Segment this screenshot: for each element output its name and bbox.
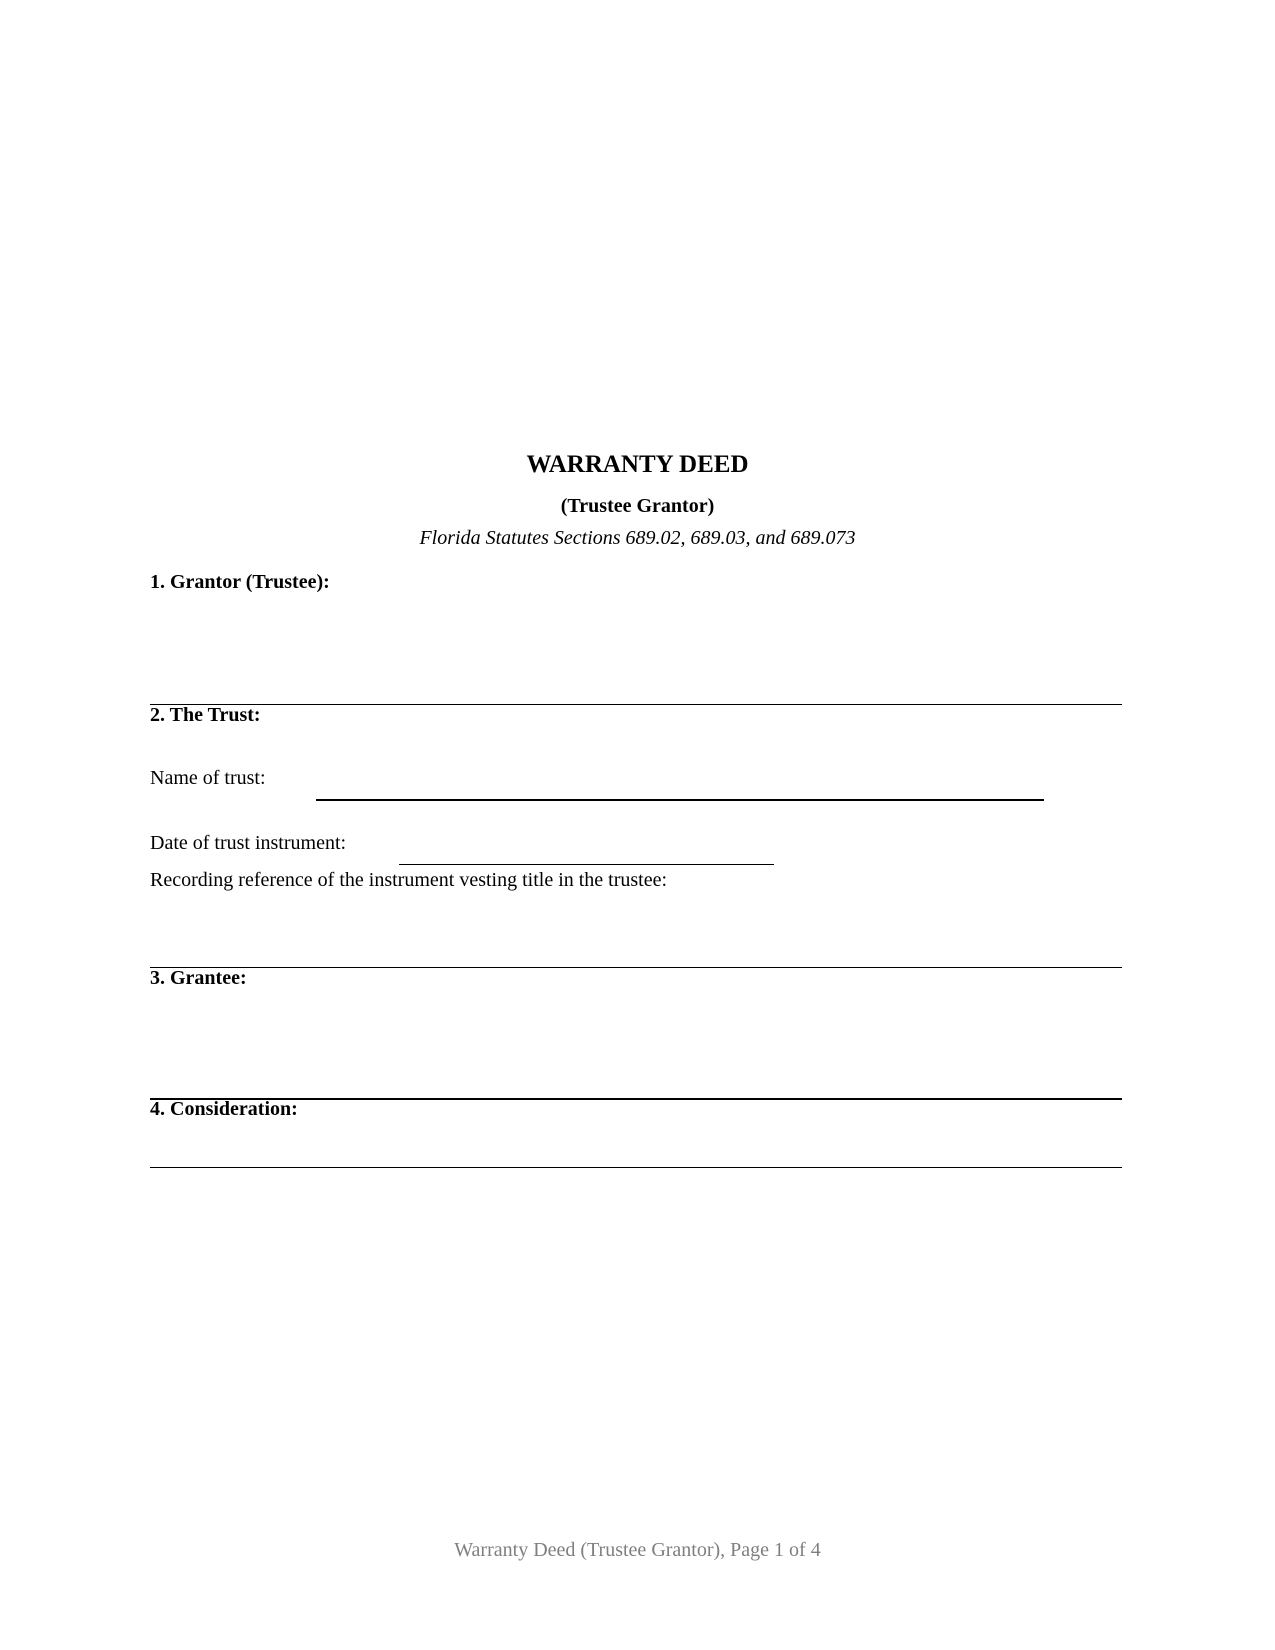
page-footer: Warranty Deed (Trustee Grantor), Page 1 of 4	[454, 1539, 821, 1561]
trust-name-label: Name of trust:	[150, 767, 266, 789]
recording-reference-label: Recording reference of the instrument vesting title in the trustee:	[150, 869, 668, 891]
grantee-heading: 3. Grantee:	[150, 967, 247, 989]
trust-heading: 2. The Trust:	[150, 704, 261, 726]
grantor-entry-line[interactable]	[150, 704, 1122, 705]
statutes-reference: Florida Statutes Sections 689.02, 689.03, and 689.073	[419, 527, 856, 549]
consideration-entry-line[interactable]	[150, 1167, 1122, 1168]
document-title: WARRANTY DEED	[526, 451, 749, 478]
trust-date-label: Date of trust instrument:	[150, 832, 347, 854]
trust-date-field[interactable]	[399, 864, 774, 865]
trust-name-field[interactable]	[316, 799, 1044, 801]
consideration-heading: 4. Consideration:	[150, 1098, 298, 1120]
grantor-heading: 1. Grantor (Trustee):	[150, 571, 330, 593]
document-subtitle: (Trustee Grantor)	[560, 495, 715, 517]
recording-reference-line[interactable]	[150, 967, 1122, 968]
